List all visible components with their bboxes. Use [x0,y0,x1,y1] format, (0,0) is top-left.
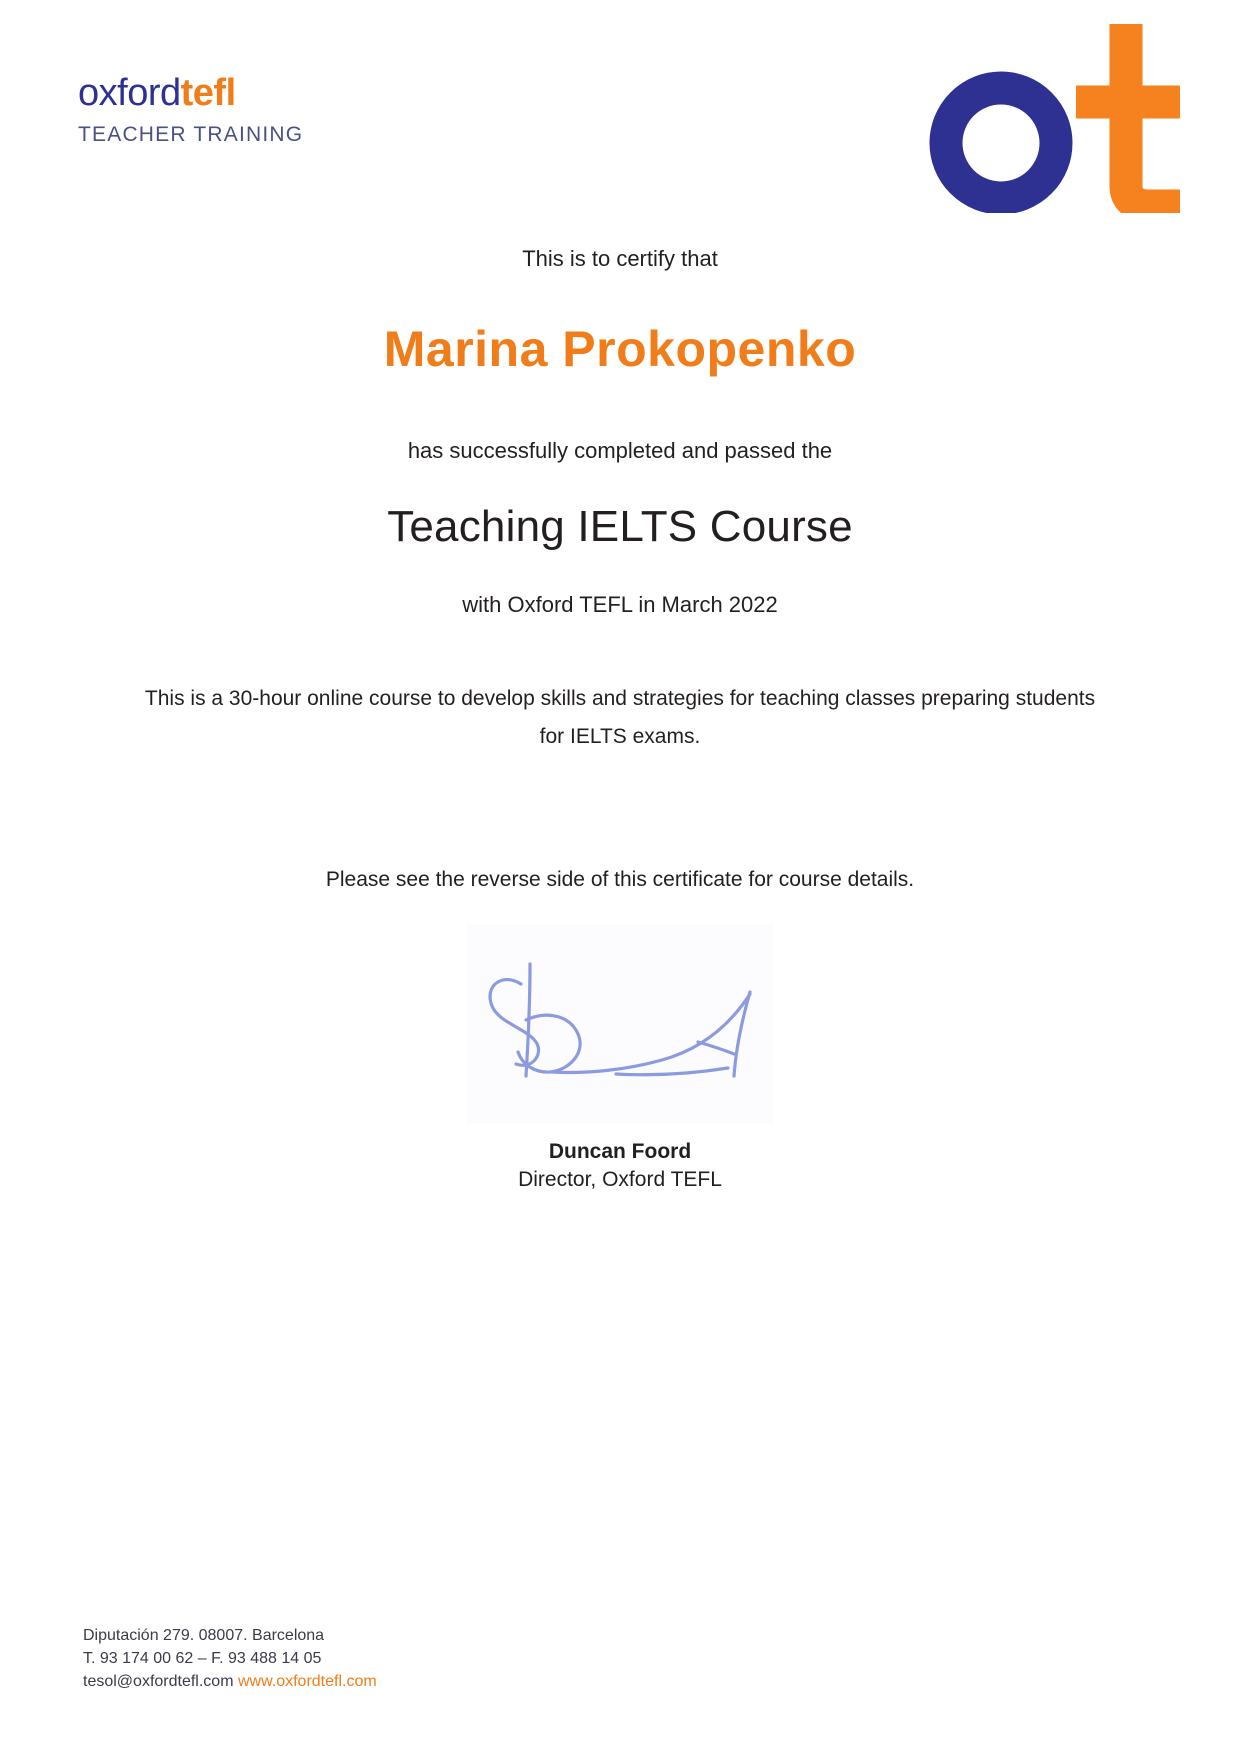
signature-image [466,924,774,1124]
logo-word-oxford: oxford [78,72,181,114]
footer-website-link[interactable]: www.oxfordtefl.com [237,1673,377,1690]
logo-word-tefl: tefl [180,72,236,114]
completed-line: has successfully completed and passed the [407,438,833,463]
logo-tagline: TEACHER TRAINING [78,123,304,146]
recipient-name: Marina Prokopenko [383,321,857,377]
reverse-side-note: Please see the reverse side of this certificate for course details. [325,868,915,891]
oxford-tefl-logo [78,72,408,147]
footer-email-line [83,1670,377,1693]
logo-wordmark [78,72,408,114]
certificate-body [0,230,1240,1192]
ot-monogram-icon [918,18,1188,213]
provider-line: with Oxford TEFL in March 2022 [462,592,778,617]
footer-address: Diputación 279. 08007. Barcelona [83,1627,325,1644]
course-description: This is a 30-hour online course to develop skills and strategies for teaching classes preparing students for IELTS exams. [144,687,1096,748]
certificate-header [0,0,1240,230]
footer-email[interactable]: tesol@oxfordtefl.com [83,1673,234,1690]
signer-role: Director, Oxford TEFL [518,1168,722,1191]
certify-line: This is to certify that [522,246,718,271]
course-title: Teaching IELTS Course [387,502,853,551]
footer-contact-block [83,1624,377,1693]
signature-block [0,924,1240,1124]
signer-name: Duncan Foord [548,1140,692,1163]
footer-phone: T. 93 174 00 62 – F. 93 488 14 05 [83,1650,322,1667]
